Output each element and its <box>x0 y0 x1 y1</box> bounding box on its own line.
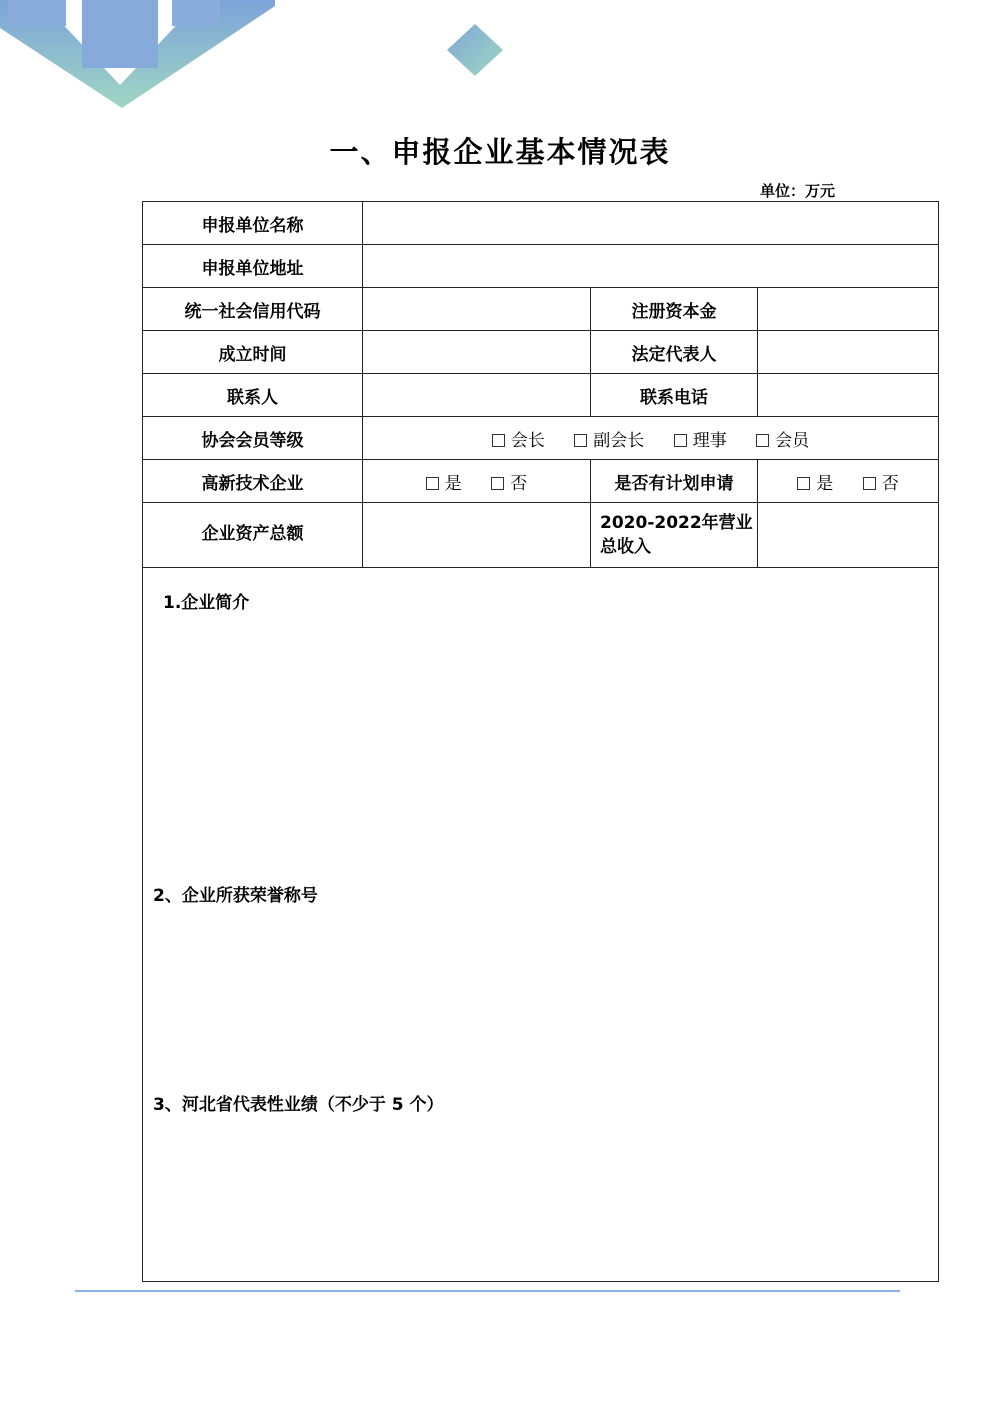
high-tech-label: 高新技术企业 <box>143 460 363 503</box>
table-row <box>143 245 939 288</box>
table-row <box>143 460 939 503</box>
address-label: 申报单位地址 <box>143 245 363 288</box>
legal-rep-label: 法定代表人 <box>591 331 758 374</box>
description-area[interactable] <box>143 568 939 1282</box>
established-label: 成立时间 <box>143 331 363 374</box>
option-vice-president[interactable]: 副会长 <box>574 426 644 451</box>
option-president[interactable]: 会长 <box>492 426 545 451</box>
footer-divider <box>75 1290 900 1292</box>
option-director[interactable]: 理事 <box>674 426 727 451</box>
plan-label: 是否有计划申请 <box>591 460 758 503</box>
diamond-ornament-icon <box>445 22 505 78</box>
checkbox-icon[interactable] <box>574 434 587 447</box>
credit-code-label: 统一社会信用代码 <box>143 288 363 331</box>
table-row <box>143 503 939 568</box>
table-row <box>143 417 939 460</box>
checkbox-icon[interactable] <box>491 477 504 490</box>
checkbox-icon[interactable] <box>863 477 876 490</box>
contact-value-cell[interactable] <box>363 374 591 417</box>
high-tech-options <box>363 460 591 503</box>
unit-label: 单位：万元 <box>760 182 836 200</box>
phone-value-cell[interactable] <box>758 374 939 417</box>
section-honors: 2、企业所获荣誉称号 <box>153 886 318 906</box>
assets-label: 企业资产总额 <box>143 503 363 568</box>
member-level-label: 协会会员等级 <box>143 417 363 460</box>
legal-rep-value-cell[interactable] <box>758 331 939 374</box>
enterprise-info-table <box>142 201 939 1282</box>
name-label: 申报单位名称 <box>143 202 363 245</box>
section-company-intro: 1.企业简介 <box>163 593 250 613</box>
table-row <box>143 568 939 1282</box>
table-row <box>143 202 939 245</box>
section-performance: 3、河北省代表性业绩（不少于 5 个） <box>153 1095 444 1115</box>
high-tech-no[interactable]: 否 <box>491 469 527 494</box>
phone-label: 联系电话 <box>591 374 758 417</box>
checkbox-icon[interactable] <box>674 434 687 447</box>
member-level-options <box>363 417 939 460</box>
checkbox-icon[interactable] <box>492 434 505 447</box>
header-logo-graphic <box>0 0 280 115</box>
high-tech-yes[interactable]: 是 <box>426 469 462 494</box>
table-row <box>143 288 939 331</box>
capital-value-cell[interactable] <box>758 288 939 331</box>
revenue-label: 2020-2022年营业总收入 <box>591 503 758 568</box>
plan-no[interactable]: 否 <box>863 469 899 494</box>
page-title: 一、申报企业基本情况表 <box>329 135 671 169</box>
plan-yes[interactable]: 是 <box>797 469 833 494</box>
address-value-cell[interactable] <box>363 245 939 288</box>
contact-label: 联系人 <box>143 374 363 417</box>
revenue-value-cell[interactable] <box>758 503 939 568</box>
plan-options <box>758 460 939 503</box>
checkbox-icon[interactable] <box>426 477 439 490</box>
capital-label: 注册资本金 <box>591 288 758 331</box>
table-row <box>143 331 939 374</box>
assets-value-cell[interactable] <box>363 503 591 568</box>
established-value-cell[interactable] <box>363 331 591 374</box>
checkbox-icon[interactable] <box>797 477 810 490</box>
option-member[interactable]: 会员 <box>756 426 809 451</box>
name-value-cell[interactable] <box>363 202 939 245</box>
table-row <box>143 374 939 417</box>
credit-code-value-cell[interactable] <box>363 288 591 331</box>
checkbox-icon[interactable] <box>756 434 769 447</box>
